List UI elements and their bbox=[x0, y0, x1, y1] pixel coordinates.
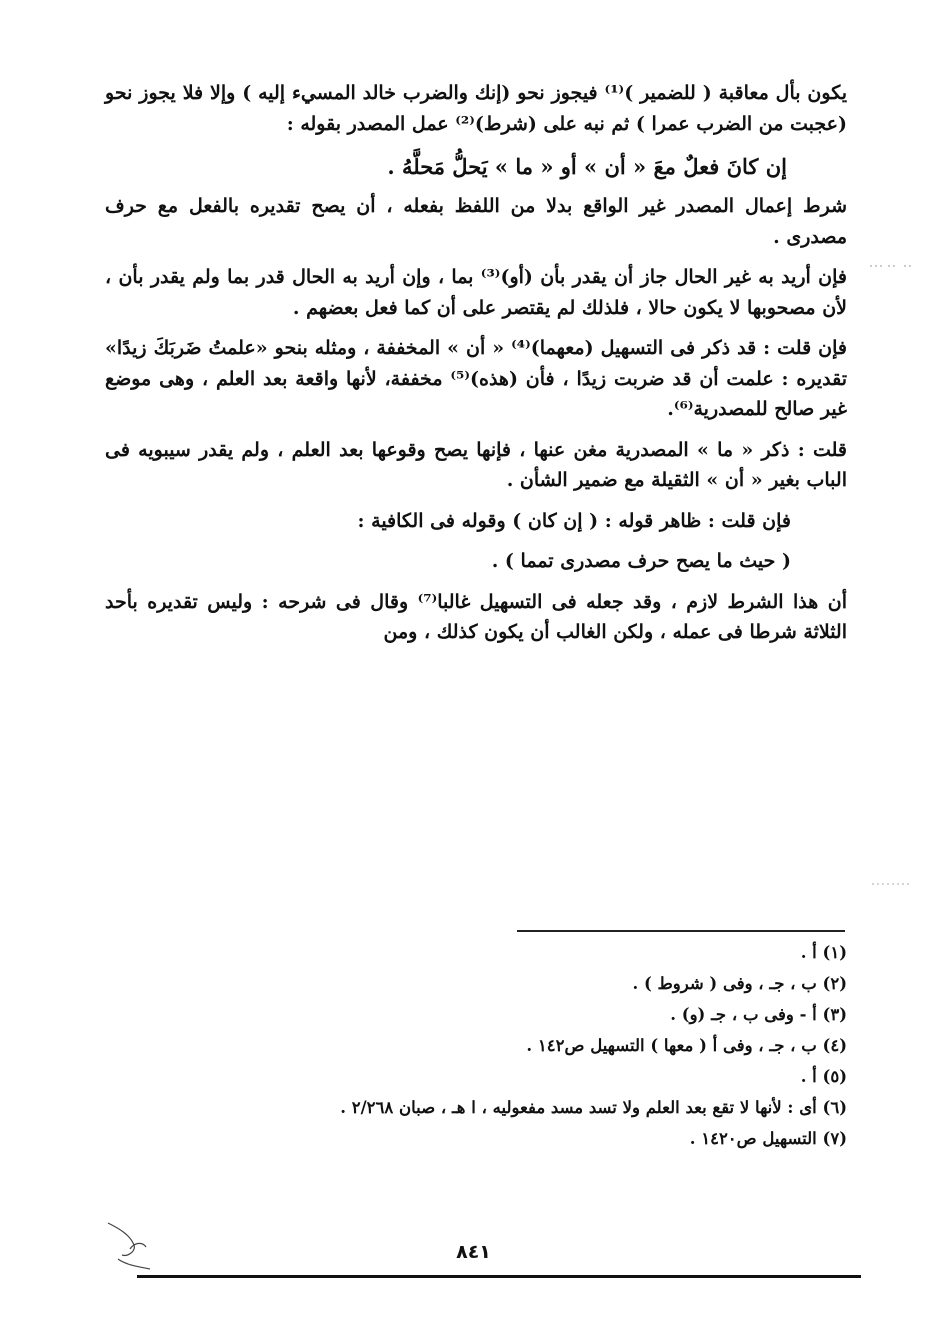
footnote-3: (٣) أ - وفى ب ، جـ (و) . bbox=[670, 1005, 847, 1024]
verse-line: إن كانَ فعلٌ معَ « أن » أو « ما » يَحلُّ مَحلَّهُ . bbox=[387, 154, 787, 179]
paragraph-6: فإن قلت : ظاهر قوله : ( إن كان ) وقوله فى الكافية : bbox=[357, 509, 791, 532]
paragraph-1: يكون بأل معاقبة ( للضمير )⁽¹⁾ فيجوز نحو (إنك والضرب خالد المسيء إليه ) وإلا فلا يجوز نحو (عجبت من الضرب عمرا ) ثم نبه على (شرط)⁽²⁾ عمل المصدر بقوله : bbox=[105, 82, 847, 135]
quote-line: ( حيث ما يصح حرف مصدرى تمما ) . bbox=[491, 550, 791, 572]
page-number: ٨٤١ bbox=[456, 1241, 491, 1263]
paragraph-5: قلت : ذكر « ما » المصدرية مغن عنها ، فإنها يصح وقوعها بعد العلم ، ولم يقدر سيبويه فى الباب بغير « أن » الثقيلة مع ضمير الشأن . bbox=[105, 438, 847, 491]
footnote-1: (١) أ . bbox=[800, 943, 847, 962]
margin-dots-icon bbox=[870, 880, 916, 888]
footnote-2: (٢) ب ، جـ ، وفى ( شروط ) . bbox=[632, 974, 847, 993]
footnote-separator bbox=[517, 930, 845, 932]
margin-dots-icon bbox=[868, 262, 918, 270]
footnote-4: (٤) ب ، جـ ، وفى أ ( معها ) التسهيل ص١٤٢ . bbox=[526, 1036, 847, 1055]
main-text bbox=[105, 78, 847, 648]
footnotes bbox=[105, 937, 847, 1154]
paragraph-7: أن هذا الشرط لازم ، وقد جعله فى التسهيل غالبا⁽⁷⁾ وقال فى شرحه : وليس تقديره بأحد الثلاثة شرطا فى عمله ، ولكن الغالب أن يكون كذلك ، ومن bbox=[105, 590, 847, 643]
bottom-rule bbox=[137, 1275, 861, 1278]
paragraph-2: شرط إعمال المصدر غير الواقع بدلا من اللفظ بفعله ، أن يصح تقديره بالفعل مع حرف مصدرى . bbox=[105, 195, 847, 248]
footnote-6: (٦) أى : لأنها لا تقع بعد العلم ولا تسد مسد مفعوليه ، ا هـ ، صبان ٢/٢٦٨ . bbox=[340, 1098, 847, 1117]
paragraph-3: فإن أريد به غير الحال جاز أن يقدر بأن (أو)⁽³⁾ بما ، وإن أريد به الحال قدر بما ولم يقدر بأن ، لأن مصحوبها لا يكون حالا ، فلذلك لم يقتصر على أن كما فعل بعضهم . bbox=[105, 266, 847, 319]
margin-scribble-icon bbox=[100, 1215, 160, 1275]
paragraph-4: فإن قلت : قد ذكر فى التسهيل (معهما)⁽⁴⁾ « أن » المخففة ، ومثله بنحو «علمتُ ضَربَكَ زيدًا» تقديره : علمت أن قد ضربت زيدًا ، فأن (هذه)⁽⁵⁾ مخففة، لأنها واقعة بعد العلم ، وهى موضع غير صالح للمصدرية⁽⁶⁾. bbox=[105, 337, 848, 420]
footnote-7: (٧) التسهيل ص١٤٢٠ . bbox=[689, 1129, 847, 1148]
footnote-5: (٥) أ . bbox=[800, 1067, 847, 1086]
